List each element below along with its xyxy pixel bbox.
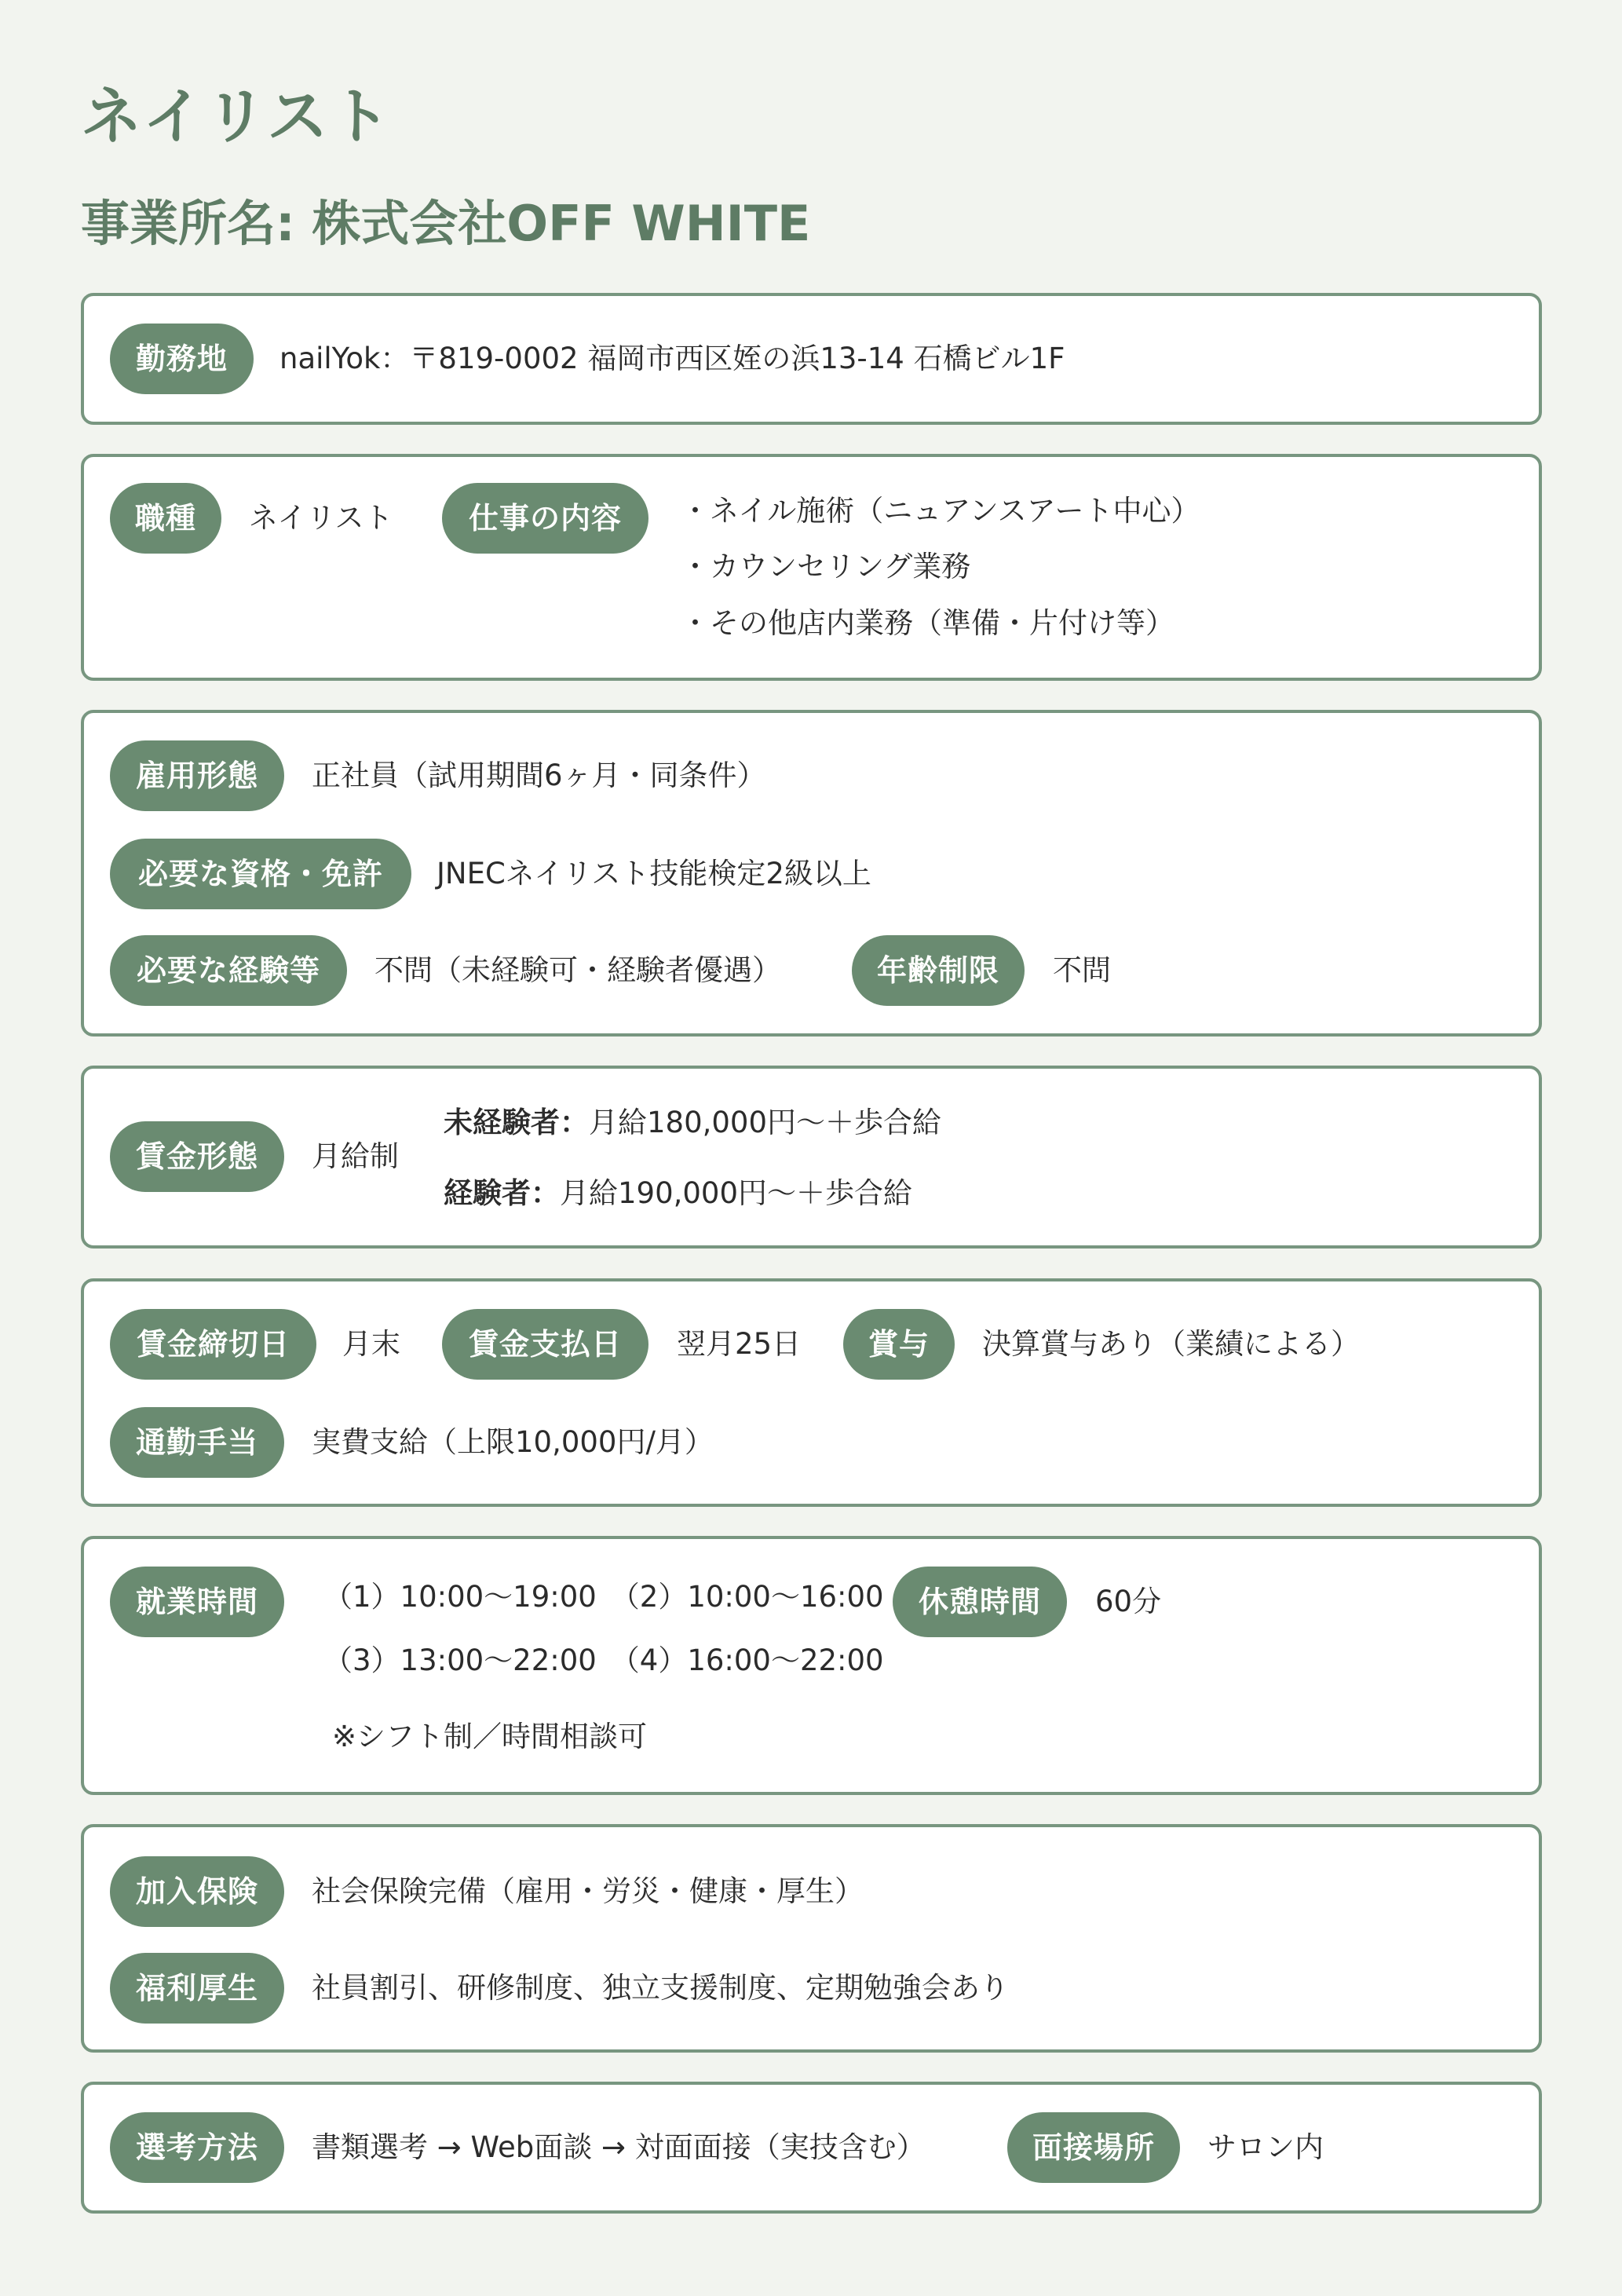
wage-tier-experienced: [444, 1170, 912, 1217]
job-type-value: ネイリスト: [249, 501, 393, 535]
job-card: [81, 454, 1542, 681]
cutoff-value: 月末: [342, 1327, 400, 1361]
wage-type-label: 賃金形態: [110, 1121, 284, 1192]
bonus-value: 決算賞与あり（業績による）: [982, 1327, 1360, 1361]
experience-label: 必要な経験等: [110, 935, 347, 1006]
qualification-label: 必要な資格・免許: [110, 839, 411, 909]
shift-item: （2）10:00〜16:00: [610, 1580, 884, 1614]
commute-value: 実費支給（上限10,000円/月）: [312, 1425, 714, 1459]
job-type-label: 職種: [110, 483, 221, 554]
hours-label: 就業時間: [110, 1567, 284, 1637]
wage-tier-label: 未経験者：: [444, 1106, 589, 1139]
interview-place-label: 面接場所: [1007, 2112, 1180, 2183]
job-duty-item: ・その他店内業務（準備・片付け等）: [681, 606, 1174, 640]
welfare-value: 社員割引、研修制度、独立支援制度、定期勉強会あり: [312, 1971, 1009, 2005]
page-title: ネイリスト: [81, 82, 393, 152]
job-duties-label: 仕事の内容: [442, 483, 648, 554]
payment-card: [81, 1278, 1542, 1507]
location-value: nailYok：〒819-0002 福岡市西区姪の浜13-14 石橋ビル1F: [279, 342, 1065, 375]
employment-label: 雇用形態: [110, 740, 284, 811]
benefits-card: [81, 1824, 1542, 2053]
welfare-label: 福利厚生: [110, 1953, 284, 2024]
age-limit-value: 不問: [1053, 953, 1111, 987]
company-name: 事業所名: 株式会社OFF WHITE: [81, 195, 811, 252]
payday-value: 翌月25日: [677, 1327, 802, 1361]
age-limit-label: 年齢制限: [852, 935, 1025, 1006]
selection-method-value: 書類選考 → Web面談 → 対面面接（実技含む）: [312, 2130, 926, 2164]
payday-label: 賃金支払日: [442, 1309, 648, 1380]
experience-value: 不問（未経験可・経験者優遇）: [374, 953, 781, 987]
location-card: [81, 293, 1542, 425]
employment-value: 正社員（試用期間6ヶ月・同条件）: [312, 759, 766, 792]
hours-card: [81, 1536, 1542, 1795]
qualification-value: JNECネイリスト技能検定2級以上: [437, 857, 871, 890]
wage-tier-value: 月給180,000円〜＋歩合給: [589, 1106, 942, 1139]
insurance-value: 社会保険完備（雇用・労災・健康・厚生）: [312, 1874, 864, 1908]
shift-item: （3）13:00〜22:00: [323, 1643, 597, 1677]
wage-type-value: 月給制: [312, 1139, 399, 1173]
requirements-card: [81, 710, 1542, 1036]
insurance-label: 加入保険: [110, 1856, 284, 1927]
wage-tier-value: 月給190,000円〜＋歩合給: [560, 1176, 913, 1210]
wage-tier-inexperienced: [444, 1099, 941, 1146]
wage-card: [81, 1066, 1542, 1249]
break-label: 休憩時間: [893, 1567, 1067, 1637]
selection-method-label: 選考方法: [110, 2112, 284, 2183]
shift-row: [323, 1574, 884, 1621]
shift-item: （1）10:00〜19:00: [323, 1580, 597, 1614]
shift-note: ※シフト制／時間相談可: [332, 1720, 648, 1753]
shift-item: （4）16:00〜22:00: [610, 1643, 884, 1677]
break-value: 60分: [1095, 1585, 1162, 1618]
interview-place-value: サロン内: [1207, 2130, 1324, 2164]
job-duty-item: ・ネイル施術（ニュアンスアート中心）: [681, 494, 1200, 528]
cutoff-label: 賃金締切日: [110, 1309, 316, 1380]
wage-tier-label: 経験者：: [444, 1176, 560, 1210]
shift-row: [323, 1637, 884, 1684]
job-duty-item: ・カウンセリング業務: [681, 550, 971, 583]
selection-card: [81, 2082, 1542, 2214]
commute-label: 通勤手当: [110, 1407, 284, 1478]
location-label: 勤務地: [110, 324, 254, 394]
bonus-label: 賞与: [843, 1309, 955, 1380]
